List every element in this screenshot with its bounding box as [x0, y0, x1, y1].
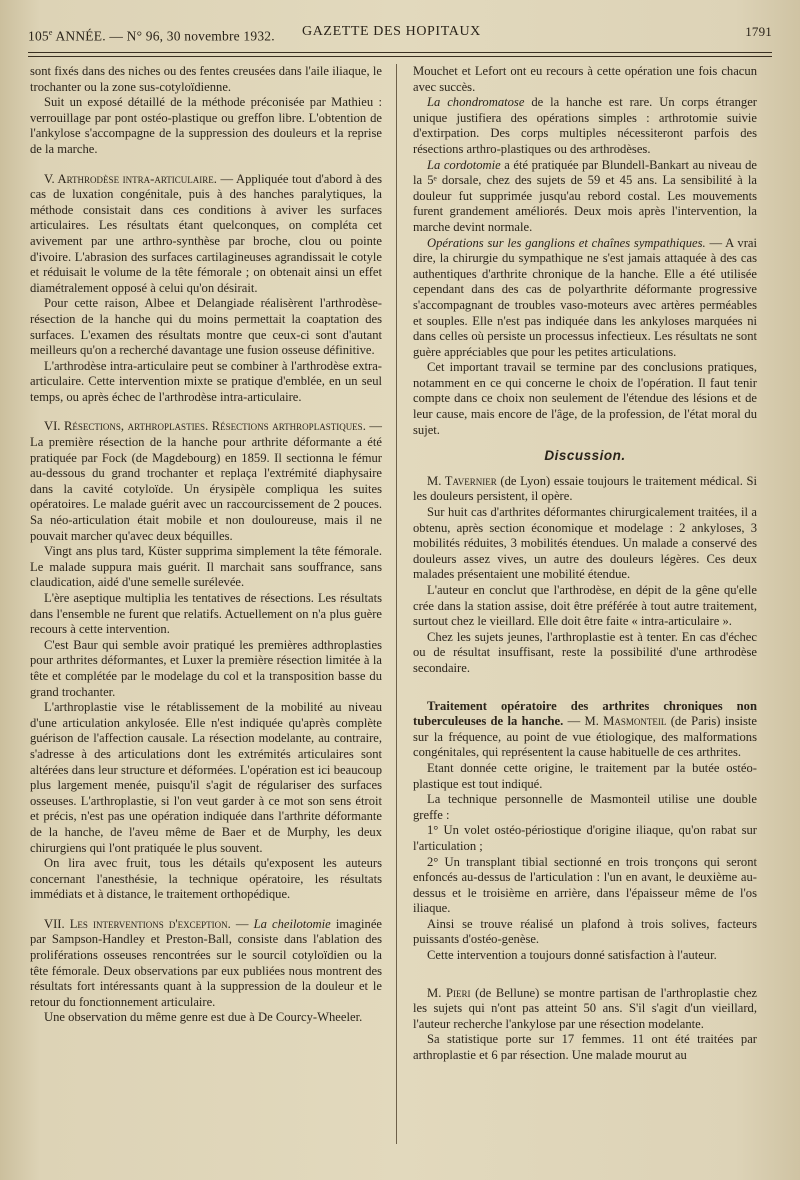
paragraph-text: — A vrai dire, la chirurgie du sympathique ne s'est jamais attaquée à des cas authentiques d'arthrite chronique de la hanche. Elle a été utilisée cependant dans des cas de polyarthrite déformante progressive s'accompagnant de troubles vaso-moteurs avec artères perméables et souples. Elle n'est pas indiquée dans les ankyloses marquées ni dans celles où persiste un processus infectieux. Les résultats ne sont guère appréciables que pour les petites articulations. [413, 235, 757, 359]
section-heading: VII. Les interventions d'exception. [44, 916, 231, 931]
header-rule-bottom [28, 56, 772, 57]
paragraph: Ainsi se trouve réalisé un plafond à trois solives, facteurs puissants d'ostéo-genèse. [413, 916, 757, 947]
page-number: 1791 [745, 24, 772, 39]
paragraph: Chez les sujets jeunes, l'arthroplastie est à tenter. En cas d'échec ou de résultat insuffisant, reste la possibilité d'une arthrodèse secondaire. [413, 629, 757, 675]
paragraph: Une observation du même genre est due à De Courcy-Wheeler. [44, 1010, 363, 1025]
speaker-name: M. Masmonteil [584, 714, 667, 729]
page-header [28, 24, 772, 46]
paragraph: 2° Un transplant tibial sectionné en trois tronçons qui seront enfoncés au-dessus de l'articulation : l'un en avant, le deuxième au-dessus et le troisième en arrière, dans l'épaisseur même de l'os iliaque. [413, 854, 757, 916]
section-paragraph [30, 419, 382, 544]
paragraph: L'arthrodèse intra-articulaire peut se combiner à l'arthrodèse extra-articulaire. Cette intervention mixte se pratique d'emblée, en un seul temps, ou après échec de l'arthrodèse intra-articulaire. [30, 358, 382, 404]
communication-title: Traitement opératoire des arthrites chroniques non tuberculeuses de la hanche. [413, 698, 757, 729]
paragraph: Cet important travail se termine par des conclusions pratiques, notamment en ce qui concerne le choix de l'opération. Il faut tenir compte dans ce choix non seulement de l'étendue des lésions et de leur cause, mais encore de l'âge, de la profession, de l'état moral du sujet. [413, 360, 757, 437]
section-heading: V. Arthrodèse intra-articulaire. [44, 171, 217, 186]
paragraph: Vingt ans plus tard, Küster supprima simplement la tête fémorale. Le malade suppura mais guérit. Il marchait sans souffrance, sans claudication, aidé d'une semelle surélevée. [30, 544, 382, 590]
paragraph [413, 158, 757, 236]
paragraph: Sur huit cas d'arthrites déformantes chirurgicalement traitées, il a obtenu, après section économique et modelage : 2 ankyloses, 3 mobilités réduites, 3 mobilités étendues. Un malade a conservé des douleurs assez vives, un autre des douleurs légères. Ces deux malades présentaient une mobilité étendue. [413, 505, 757, 582]
paragraph: La technique personnelle de Masmonteil utilise une double greffe : [413, 792, 757, 822]
paragraph: Cette intervention a toujours donné satisfaction à l'auteur. [427, 948, 717, 963]
right-column [413, 64, 757, 1064]
journal-title: GAZETTE DES HOPITAUX [302, 24, 481, 39]
paragraph [413, 95, 757, 157]
paragraph: C'est Baur qui semble avoir pratiqué les premières adthroplasties pour arthrites déformantes, et Luxer la première résection limitée à la tête et complétée par le modelage du col et la transposition basse du grand trochanter. [30, 637, 382, 699]
paragraph: On lira avec fruit, tous les détails qu'exposent les auteurs concernant l'anesthésie, la technique opératoire, les résultats immédiats et à distance, le traitement orthopédique. [30, 856, 382, 902]
paragraph [413, 986, 757, 1033]
term: La cordotomie [427, 157, 501, 172]
paragraph [413, 474, 757, 505]
header-rule-top [28, 52, 772, 53]
paragraph-text: (de Paris) insiste sur la fréquence, au point de vue étiologique, des malformations congénitales, qui représentent la cause habituelle de ces arthrites. [413, 714, 757, 760]
paragraph: Sa statistique porte sur 17 femmes. 11 ont été traitées par arthroplastie et 6 par résection. Une malade mourut au [413, 1032, 757, 1063]
term: La cheilotomie [253, 916, 331, 931]
discussion-heading: Discussion. [544, 448, 626, 464]
left-column [30, 64, 382, 1026]
section-text: imaginée par Sampson-Handley et Preston-Ball, consiste dans l'ablation des proliférations osseuses rencontrées sur le sourcil cotyloïdien ou la tête fémorale. Deux observations par eux publiées nous montrent des résultats fort intéressants quant à la suppression de la douleur et le retour du fonctionnement articulaire. [30, 916, 383, 1009]
speaker-name: M. Pieri [427, 985, 471, 1000]
paragraph [413, 699, 757, 761]
paragraph: Pour cette raison, Albee et Delangiade réalisèrent l'arthrodèse-résection de la hanche qui du moins permettait la coaptation des surfaces. L'examen des résultats montre que ceux-ci sont d'autant meilleurs qu'on a recherché davantage une fusion osseuse définitive. [30, 296, 382, 358]
paragraph: L'auteur en conclut que l'arthrodèse, en dépit de la gêne qu'elle crée dans la station assise, doit être préférée à tout autre traitement, surtout chez le vieillard. Elle doit être faite « intra-articulaire ». [413, 583, 757, 629]
column-divider [396, 64, 397, 1144]
paragraph-text: (de Bellune) se montre partisan de l'arthroplastie chez les sujets qui n'ont pas atteint 50 ans. S'il s'agit d'un vieillard, l'auteur recherche l'ankylose par une résection modelante. [413, 985, 757, 1031]
paragraph [413, 236, 757, 361]
paragraph-text: (de Lyon) essaie toujours le traitement médical. Si les douleurs persistent, il opère. [413, 473, 757, 504]
speaker-name: M. Tavernier [427, 473, 497, 488]
paragraph: sont fixés dans des niches ou des fentes creusées dans l'aile iliaque, le trochanter ou la zone sus-cotyloïdienne. [30, 64, 382, 94]
paragraph: Etant donnée cette origine, le traitement par la butée ostéo-plastique est tout indiqué. [413, 760, 757, 791]
paragraph-text: a été pratiquée par Blundell-Bankart au niveau de la 5ᵉ dorsale, chez des sujets de 59 et 45 ans. La sensibilité à la douleur fut supprimée jusqu'au rebord costal. Les mouvements furent grandement améliorés. Deux mois après l'intervention, la marche devint normale. [413, 157, 757, 234]
issue-label: ANNÉE. — N° 96, 30 novembre 1932. [52, 28, 275, 44]
dash: — [230, 916, 254, 931]
section-text: — La première résection de la hanche pour arthrite déformante a été pratiquée par Fock (de Magdebourg) en 1859. Il sectionna le fémur au-dessous du grand trochanter et replaça l'extrémité diaphysaire dans la cavité cotyloïde. Un érysipèle compliqua les suites opératoires. Le malade guérit avec un raccourcissement de 2 pouces. Sa néo-articulation était mobile et non douloureuse, mais il ne pouvait marcher qu'avec deux béquilles. [30, 419, 382, 543]
term: Opérations sur les ganglions et chaînes sympathiques. [427, 235, 706, 250]
paragraph: 1° Un volet ostéo-périostique d'origine iliaque, qu'on rabat sur l'articulation ; [413, 823, 757, 853]
paragraph: Suit un exposé détaillé de la méthode préconisée par Mathieu : verrouillage par pont ostéo-plastique ou greffon libre. L'obtention de l'ankylose s'accompagne de la suppression des douleurs et la reprise de la marche. [30, 95, 382, 156]
paragraph: L'arthroplastie vise le rétablissement de la mobilité au niveau d'une articulation ankylosée. Elle n'est indiquée qu'après complète guérison de l'affection causale. La résection modelante, au contraire, s'adresse à des articulations dont les extrémités articulaires sont altérées dans leur structure et déformées. L'opération est ici beaucoup plus largement menée, puisqu'il s'agit de régulariser des surfaces osseuses. L'arthroplastie, si l'on veut garder à ce mot son sens étroit et précis, n'est pas une opération indiquée dans l'arthrite déformante de la hanche, de l'aveu même de Baer et de Murphy, les deux chirurgiens qui l'ont pratiquée le plus souvent. [30, 700, 382, 855]
section-heading: VI. Résections, arthroplasties. Résections arthroplastiques. [44, 419, 366, 434]
section-text: — Appliquée tout d'abord à des cas de luxation congénitale, puis à des hanches paralytiques, la méthode consistait dans ces conditions à aviver les surfaces articulaires. Les résultats étant quelconques, on compléta cet avivement par une arthro-synthèse par broche, clou ou pointe d'ivoire. L'abrasion des surfaces cartilagineuses agrandissait le cotyle et réduisait le volume de la tête fémorale ; on obtenait ainsi un effet diamétralement opposé à celui qu'on désirait. [30, 171, 382, 295]
year-suffix: e [48, 28, 53, 37]
section-paragraph [30, 917, 382, 1011]
paragraph: Mouchet et Lefort ont eu recours à cette opération une fois chacun avec succès. [413, 64, 757, 94]
paragraph-text: de la hanche est rare. Un corps étranger unique justifiera des opérations simples : arthrotomie suivie d'extirpation. Des corps multiples nécessiteront parfois des résections arthro-plastiques ou des arthrodèses. [413, 95, 757, 156]
dash: — [563, 714, 585, 729]
paragraph: L'ère aseptique multiplia les tentatives de résections. Les résultats dans l'ensemble ne furent que relatifs. Actuellement on n'a plus guère recours à cette intervention. [30, 591, 382, 637]
year-number: 105 [28, 28, 49, 44]
term: La chondromatose [427, 95, 525, 110]
issue-info [28, 28, 275, 45]
section-paragraph [30, 172, 382, 297]
